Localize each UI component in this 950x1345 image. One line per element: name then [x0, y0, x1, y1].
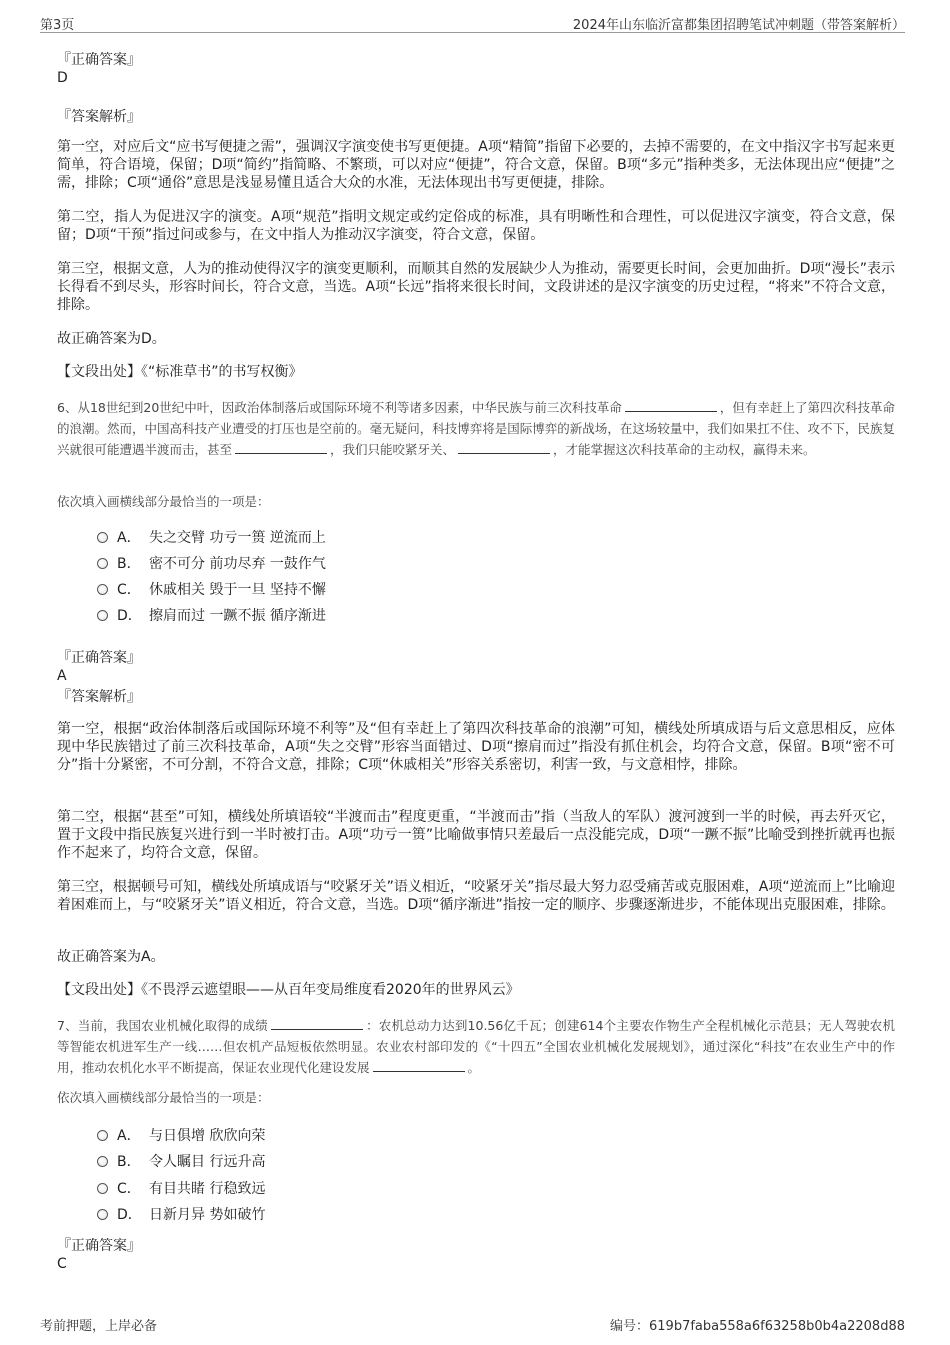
radio-icon[interactable] — [97, 1209, 108, 1220]
fill-blank — [271, 1017, 363, 1030]
q5-analysis-label: 『答案解析』 — [57, 109, 141, 125]
fill-blank — [458, 441, 550, 454]
question-6-option-b[interactable]: B． 密不可分 前功尽弃 一鼓作气 — [97, 555, 326, 573]
question-6-option-a[interactable]: A． 失之交臂 功亏一篑 逆流而上 — [97, 529, 326, 547]
question-7-option-d[interactable]: D． 日新月异 势如破竹 — [97, 1206, 265, 1224]
question-6-option-d[interactable]: D． 擦肩而过 一蹶不振 循序渐进 — [97, 607, 326, 625]
page-footer — [40, 1313, 905, 1333]
q6-analysis-paragraph: 第一空，根据“政治体制落后或国际环境不利等”及“但有幸赶上了第四次科技革命的浪潮”可知，横线处所填成语与后文意思相反，应体现中华民族错过了前三次科技革命，A项“失之交臂”形容当面错过、D项“擦肩而过”指没有抓住机会，均符合文意，保留。B项“密不可分”指十分紧密，不可分割，不符合文意，排除；C项“休戚相关”形容关系密切，利害一致，与文意相悖，排除。 — [57, 721, 895, 773]
q5-source — [57, 363, 895, 381]
source-title: 《“标准草书”的书写权衡》 — [141, 364, 303, 380]
fill-blank — [235, 441, 327, 454]
source-label: 【文段出处】 — [57, 364, 141, 380]
q6-source — [57, 981, 895, 999]
q5-analysis-paragraph: 第三空，根据文意，人为的推动使得汉字的演变更顺利，而顺其自然的发展缺少人为推动，需要更长时间，会更加曲折。D项“漫长”表示长得看不到尽头，形容时间长，符合文意，当选。A项“长远”指将来很长时间，文段讲述的是汉字演变的历史过程，“将来”不符合文意，排除。 — [57, 261, 895, 313]
q6-analysis-label: 『答案解析』 — [57, 689, 141, 705]
q5-answer: D — [57, 70, 68, 86]
radio-icon[interactable] — [97, 1183, 108, 1194]
question-7-option-c[interactable]: C． 有目共睹 行稳致远 — [97, 1180, 265, 1198]
q6-analysis-paragraph: 第二空，根据“甚至”可知，横线处所填语较“半渡而击”程度更重，“半渡而击”指（当敌人的军队）渡河渡到一半的时候，再去歼灭它，置于文段中指民族复兴进行到一半时被打击。A项“功亏一篑”比喻做事情只差最后一点没能完成，D项“一蹶不振”比喻受到挫折就再也振作不起来了，均符合文意，保留。 — [57, 809, 895, 861]
question-7-prompt: 依次填入画横线部分最恰当的一项是： — [57, 1090, 270, 1105]
question-6-stem: 6、从18世纪到20世纪中叶，因政治体制落后或国际环境不利等诸多因素，中华民族与前三次科技革命 ，但有幸赶上了第四次科技革命的浪潮。然而，中国高科技产业遭受的打压也是空前的。毫无疑问，科技博弈将是国际博弈的新战场，在这场较量中，我们如果扛不住、攻不下，民族复兴就很可能遭遇半渡而击，甚至 ，我们只能咬紧牙关、 ，才能掌握这次科技革命的主动权，赢得未来。 — [57, 400, 895, 457]
q6-answer: A — [57, 668, 67, 684]
document-title: 2024年山东临沂富都集团招聘笔试冲刺题（带答案解析） — [572, 18, 905, 33]
radio-icon[interactable] — [97, 558, 108, 569]
radio-icon[interactable] — [97, 1156, 108, 1167]
code-label: 编号： — [610, 1319, 650, 1334]
radio-icon[interactable] — [97, 584, 108, 595]
document-code — [610, 1315, 905, 1334]
question-6-option-c[interactable]: C． 休戚相关 毁于一旦 坚持不懈 — [97, 581, 326, 599]
page-header — [40, 12, 905, 33]
radio-icon[interactable] — [97, 610, 108, 621]
radio-icon[interactable] — [97, 1130, 108, 1141]
q5-analysis-paragraph: 第二空，指人为促进汉字的演变。A项“规范”指明文规定或约定俗成的标准，具有明晰性和合理性，可以促进汉字演变，符合文意，保留；D项“干预”指过问或参与，在文中指人为推动汉字演变，符合文意，保留。 — [57, 209, 895, 243]
question-7-option-b[interactable]: B． 令人瞩目 行远升高 — [97, 1153, 265, 1171]
source-label: 【文段出处】 — [57, 982, 141, 998]
q6-analysis-paragraph: 第三空，根据顿号可知，横线处所填成语与“咬紧牙关”语义相近，“咬紧牙关”指尽最大努力忍受痛苦或克服困难，A项“逆流而上”比喻迎着困难而上，与“咬紧牙关”语义相近，符合文意，当选。D项“循序渐进”指按一定的顺序、步骤逐渐进步，不能体现出克服困难，排除。 — [57, 879, 895, 913]
question-7-option-a[interactable]: A． 与日俱增 欣欣向荣 — [97, 1127, 265, 1145]
question-7-stem: 7、当前，我国农业机械化取得的成绩 ：农机总动力达到10.56亿千瓦；创建614个主要农作物生产全程机械化示范县；无人驾驶农机等智能农机进军生产一线……但农机产品短板依然明显。农业农村部印发的《“十四五”全国农业机械化发展规划》，通过深化“科技”在农业生产中的作用，推动农机化水平不断提高，保证农业现代化建设发展 。 — [57, 1018, 895, 1075]
q5-conclusion: 故正确答案为D。 — [57, 331, 166, 347]
footer-slogan: 考前押题，上岸必备 — [40, 1319, 158, 1334]
q7-answer-label: 『正确答案』 — [57, 1238, 141, 1254]
fill-blank — [373, 1059, 465, 1072]
source-title: 《不畏浮云遮望眼——从百年变局维度看2020年的世界风云》 — [141, 982, 520, 998]
question-6-prompt: 依次填入画横线部分最恰当的一项是： — [57, 494, 270, 509]
q6-answer-label: 『正确答案』 — [57, 650, 141, 666]
page-number: 第3页 — [40, 18, 75, 33]
q7-answer: C — [57, 1256, 67, 1272]
code-value: 619b7faba558a6f63258b0b4a2208d88 — [649, 1319, 905, 1334]
fill-blank — [625, 399, 717, 412]
q5-analysis-paragraph: 第一空，对应后文“应书写便捷之需”，强调汉字演变使书写更便捷。A项“精简”指留下必要的，去掉不需要的，在文中指汉字书写起来更简单，符合语境，保留；D项“简约”指简略、不繁琐，可以对应“便捷”，符合文意，保留。B项“多元”指种类多，无法体现出应“便捷”之需，排除；C项“通俗”意思是浅显易懂且适合大众的水准，无法体现出书写更便捷，排除。 — [57, 139, 895, 191]
radio-icon[interactable] — [97, 532, 108, 543]
q6-conclusion: 故正确答案为A。 — [57, 949, 165, 965]
q5-answer-label: 『正确答案』 — [57, 52, 141, 68]
